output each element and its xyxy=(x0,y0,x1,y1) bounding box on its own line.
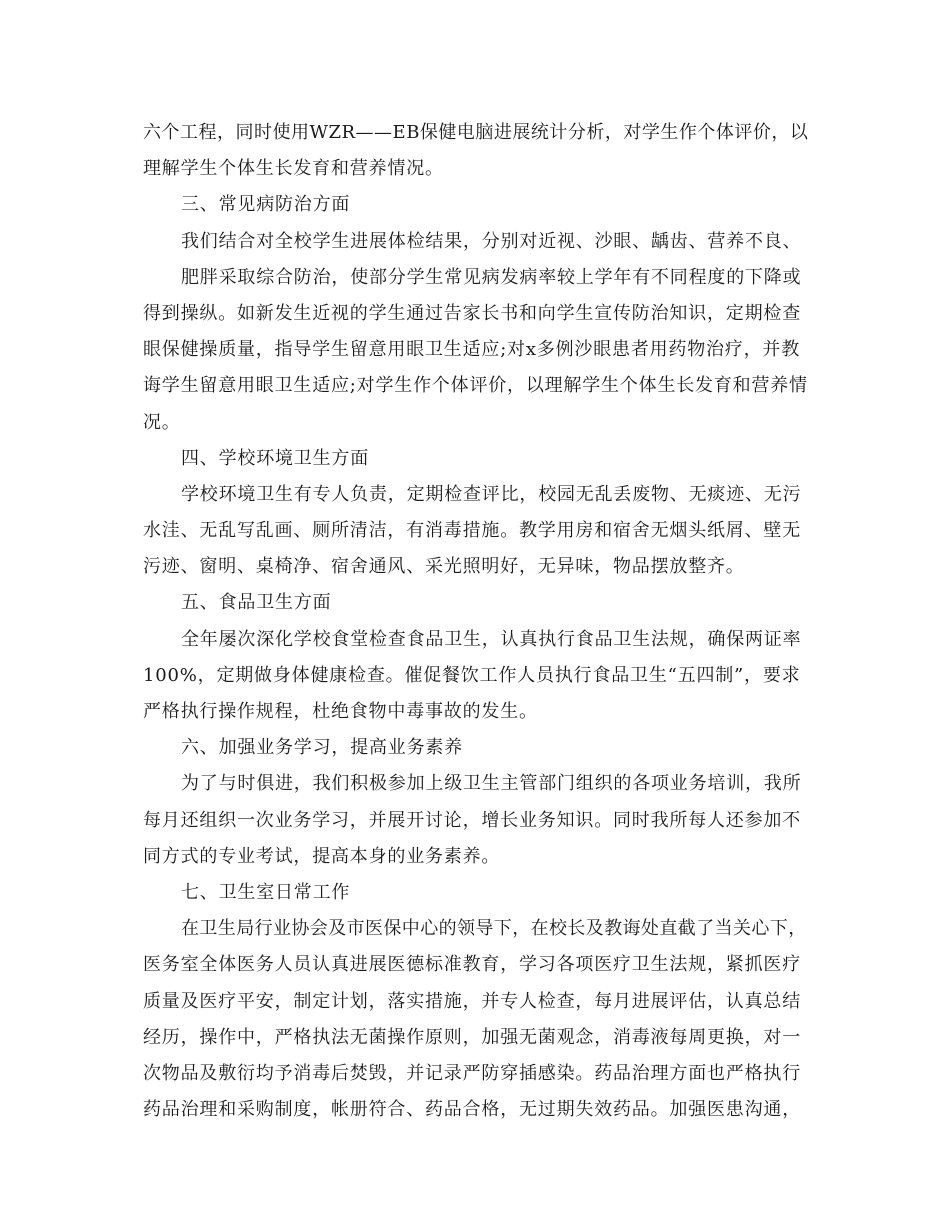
paragraph-line: 污迹、窗明、桌椅净、宿舍通风、采光照明好，无异味，物品摆放整齐。 xyxy=(143,556,745,578)
paragraph-line: 六个工程，同时使用WZR——EB保健电脑进展统计分析，对学生作个体评价，以 xyxy=(143,122,809,143)
paragraph-line: 眼保健操质量，指导学生留意用眼卫生适应;对x多例沙眼患者用药物治疗，并教 xyxy=(143,339,801,361)
paragraph-line: 次物品及敷衍均予消毒后焚毁，并记录严防穿插感染。药品治理方面也严格执行 xyxy=(143,1062,801,1084)
paragraph-line: 在卫生局行业协会及市医保中心的领导下，在校长及教诲处直截了当关心下， xyxy=(181,918,807,940)
paragraph-line: 为了与时俱进，我们积极参加上级卫生主管部门组织的各项业务培训，我所 xyxy=(181,773,802,795)
paragraph-line: 经历，操作中，严格执法无菌操作原则，加强无菌观念，消毒液每周更换，对一 xyxy=(143,1026,801,1048)
paragraph-line: 药品治理和采购制度，帐册符合、药品合格，无过期失效药品。加强医患沟通， xyxy=(143,1099,801,1121)
paragraph-line: 100%，定期做身体健康检查。催促餐饮工作人员执行食品卫生“五四制”，要求 xyxy=(143,664,801,686)
section-heading: 七、卫生室日常工作 xyxy=(181,881,351,903)
paragraph-line: 严格执行操作规程，杜绝食物中毒事故的发生。 xyxy=(143,701,538,722)
paragraph-line: 全年屡次深化学校食堂检查食品卫生，认真执行食品卫生法规，确保两证率 xyxy=(181,628,802,650)
section-heading: 五、食品卫生方面 xyxy=(181,592,332,614)
paragraph-line: 同方式的专业考试，提高本身的业务素养。 xyxy=(143,845,501,867)
paragraph-line: 每月还组织一次业务学习，并展开讨论，增长业务知识。同时我所每人还参加不 xyxy=(143,809,801,831)
paragraph-line: 水洼、无乱写乱画、厕所清洁，有消毒措施。教学用房和宿舍无烟头纸屑、壁无 xyxy=(143,520,801,542)
paragraph-line: 诲学生留意用眼卫生适应;对学生作个体评价，以理解学生个体生长发育和营养情 xyxy=(143,375,808,397)
paragraph-line: 医务室全体医务人员认真进展医德标准教育，学习各项医疗卫生法规，紧抓医疗 xyxy=(143,954,801,976)
section-heading: 四、学校环境卫生方面 xyxy=(181,447,369,469)
paragraph-line: 我们结合对全校学生进展体检结果，分别对近视、沙眼、龋齿、营养不良、 xyxy=(181,230,802,252)
paragraph-line: 况。 xyxy=(143,411,181,433)
section-heading: 六、加强业务学习，提高业务素养 xyxy=(181,737,463,759)
paragraph-line: 理解学生个体生长发育和营养情况。 xyxy=(143,158,444,180)
section-heading: 三、常见病防治方面 xyxy=(181,194,351,216)
paragraph-line: 质量及医疗平安，制定计划，落实措施，并专人检查，每月进展评估，认真总结 xyxy=(143,990,801,1012)
paragraph-line: 肥胖采取综合防治，使部分学生常见病发病率较上学年有不同程度的下降或 xyxy=(181,266,802,288)
paragraph-line: 得到操纵。如新发生近视的学生通过告家长书和向学生宣传防治知识，定期检查 xyxy=(143,302,801,324)
document-body xyxy=(143,115,809,1128)
paragraph-line: 学校环境卫生有专人负责，定期检查评比，校园无乱丢废物、无痰迹、无污 xyxy=(181,483,802,505)
